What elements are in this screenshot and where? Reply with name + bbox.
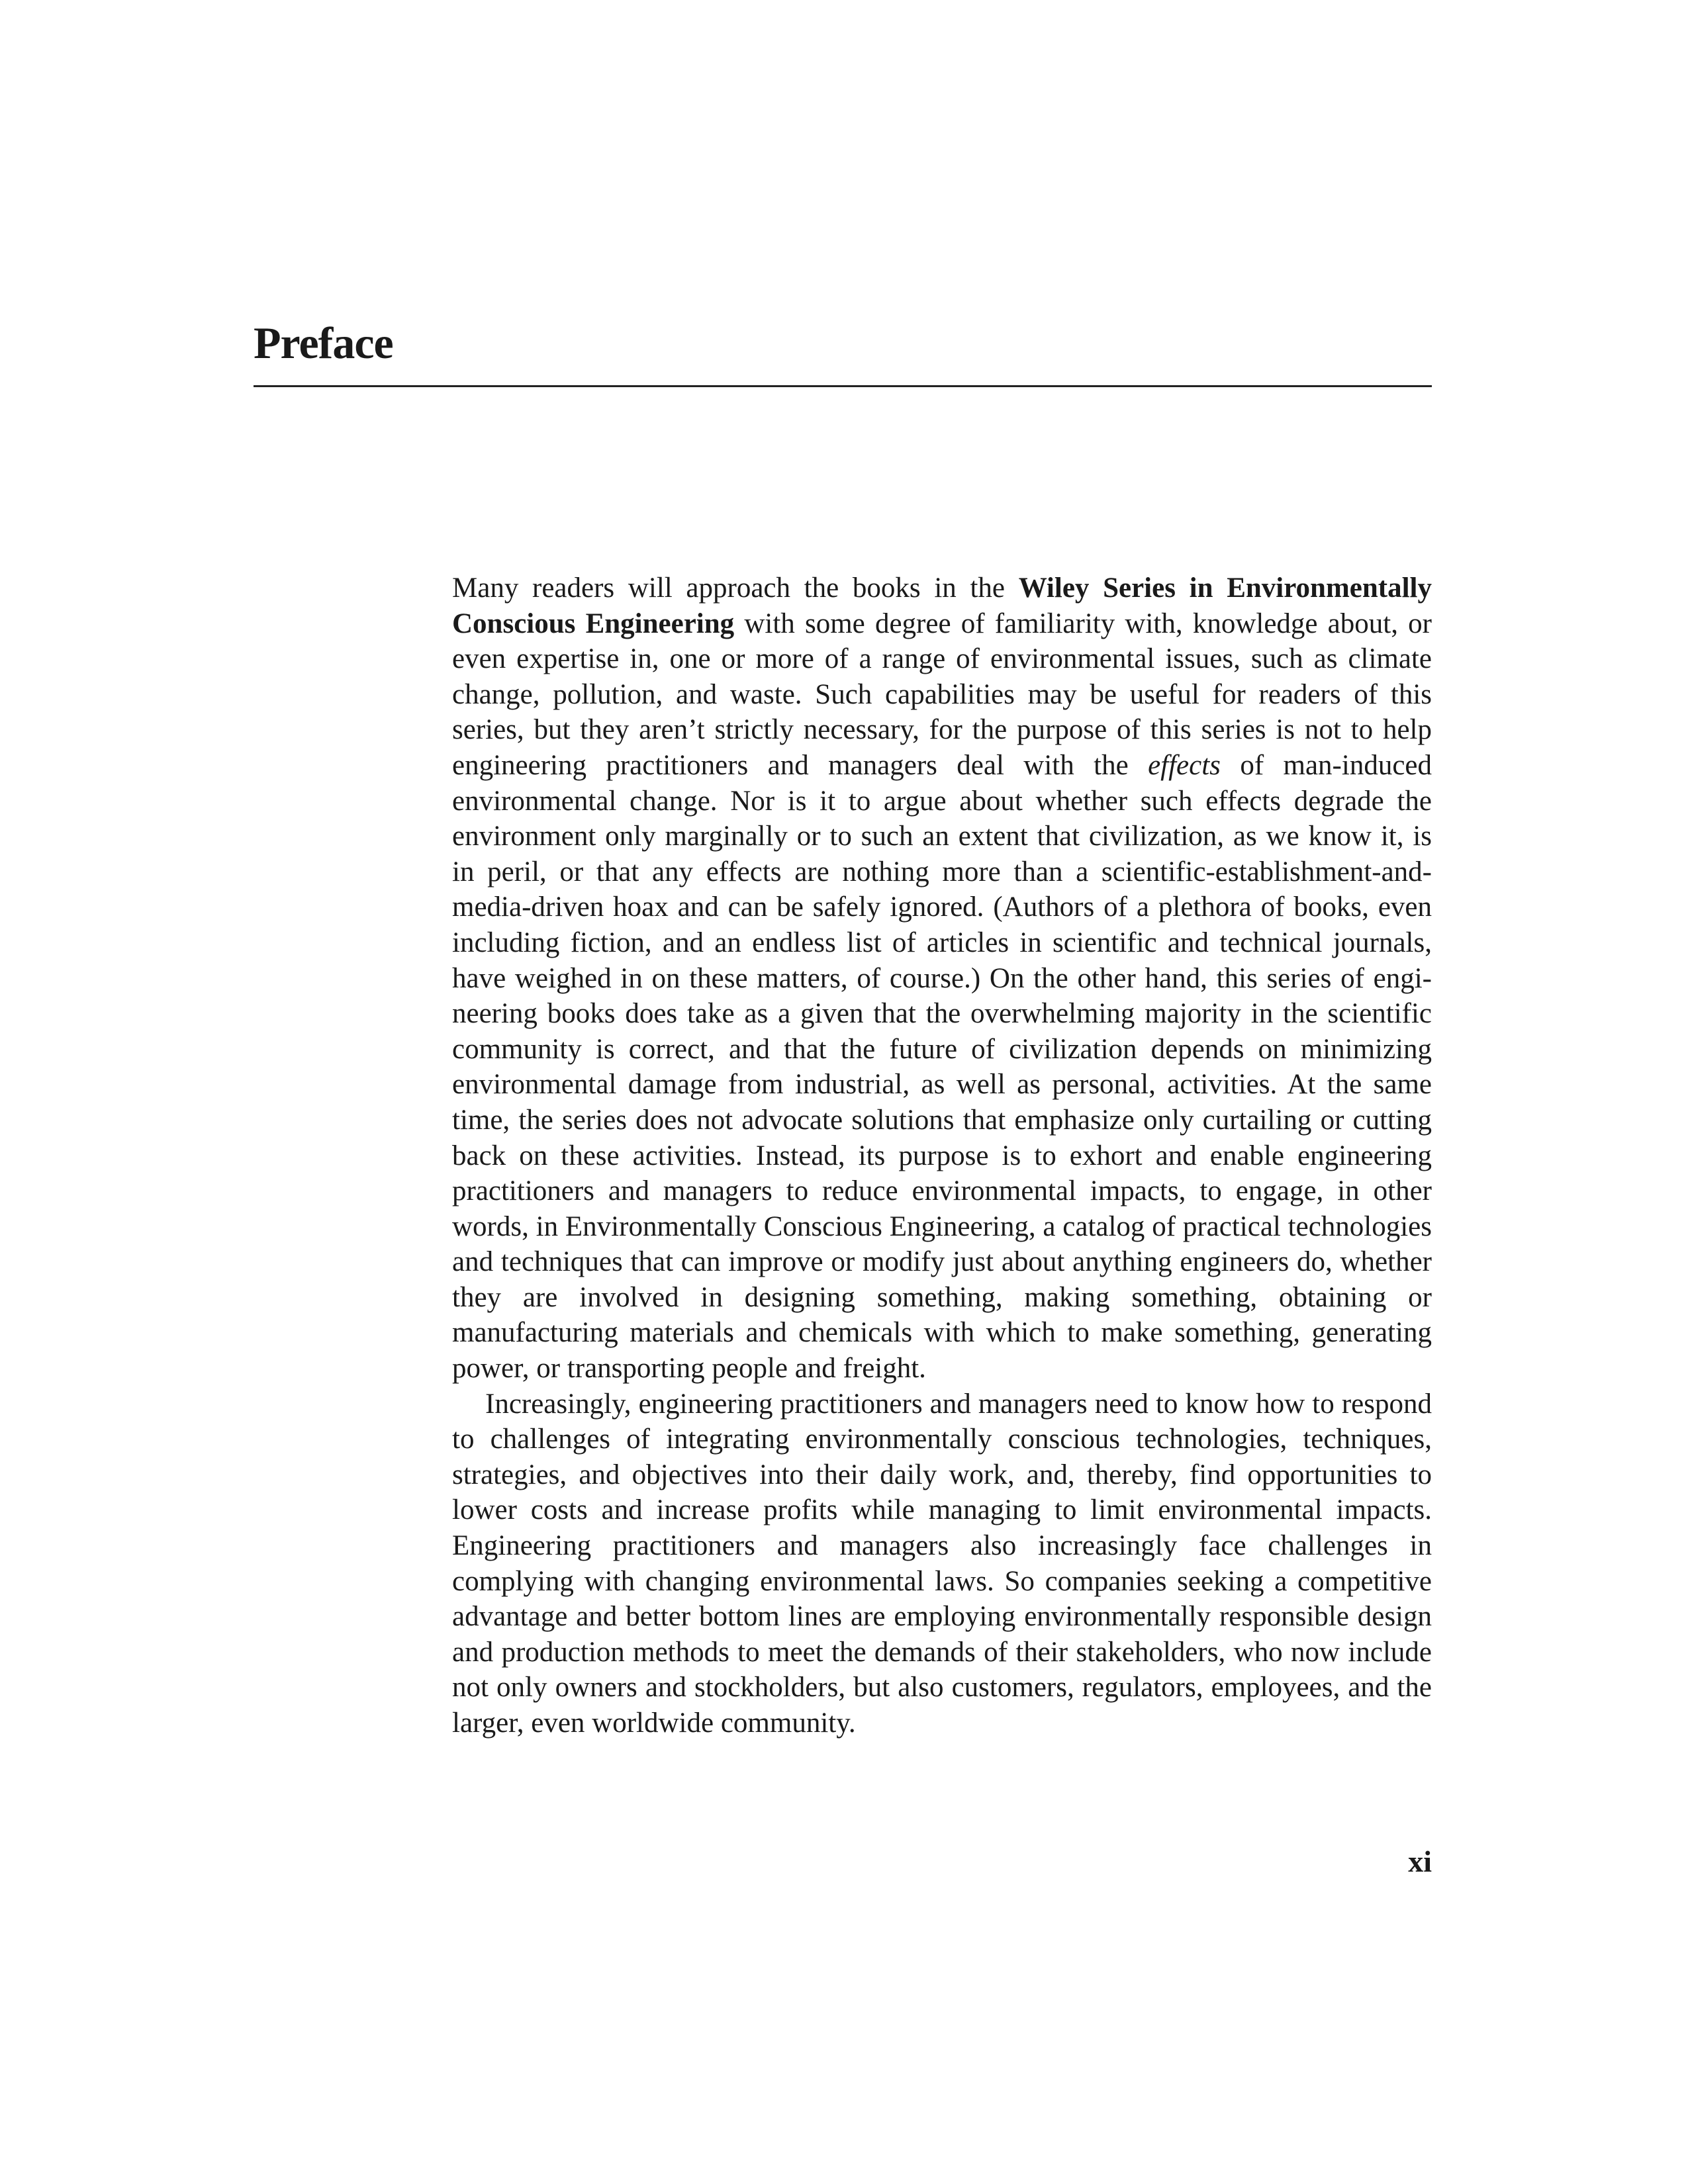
series-name: Wiley Series in Environmentally Conscious Engineering: [452, 572, 1432, 639]
paragraph-1-middle: with some degree of familiarity with, knowledge about, or even expertise in, one or more of a range of environmental issues, such as climate change, pollution, and waste. Such capabilities may be useful for readers of this series, but they aren’t strictly necessary, for the purpose of this series is not to help engineering practitioners and managers deal with the: [452, 608, 1432, 781]
page-number: xi: [1408, 1844, 1432, 1878]
paragraph-1-rest: of man-induced environmental change. Nor is it to argue about whether such effects degrade the environment only marginally or to such an extent that civilization, as we know it, is in peril, or that any effects are nothing more than a scientific-establishment-and-media-driven hoax and can be safely ignored. (Authors of a plethora of books, even including fiction, and an endless list of articles in scientific and technical journals, have weighed in on these matters, of course.) On the other hand, this series of engineering books does take as a given that the overwhelming majority in the scientific community is correct, and that the future of civilization depends on minimizing environmental damage from industrial, as well as personal, activities. At the same time, the series does not advocate solutions that emphasize only curtailing or cutting back on these activities. Instead, its purpose is to exhort and enable engineering practitioners and managers to reduce environmental impacts, to engage, in other words, in Environmentally Conscious Engineering, a catalog of practical technologies and techniques that can improve or modify just about anything engineers do, whether they are involved in designing something, making something, obtaining or manufacturing materials and chemicals with which to make something, generating power, or transporting people and freight.: [452, 749, 1432, 1385]
emphasis-effects: effects: [1148, 749, 1221, 781]
chapter-title: Preface: [254, 318, 393, 368]
title-rule: [254, 385, 1432, 387]
paragraph-1: [452, 570, 1432, 1387]
paragraph-1-intro: Many readers will approach the books in the: [452, 572, 1019, 604]
body-text: [452, 570, 1432, 1741]
paragraph-2: Increasingly, engineering practitioners and managers need to know how to respond to challenges of integrating environmentally conscious technologies, techniques, strategies, and objectives into their daily work, and, thereby, find opportunities to lower costs and increase profits while managing to limit environmental impacts. Engineering practitioners and managers also increasingly face challenges in complying with changing environmental laws. So companies seeking a competitive advantage and better bottom lines are employing environmentally responsible design and production methods to meet the demands of their stakeholders, who now include not only owners and stockholders, but also customers, regulators, employees, and the larger, even worldwide community.: [452, 1388, 1432, 1739]
